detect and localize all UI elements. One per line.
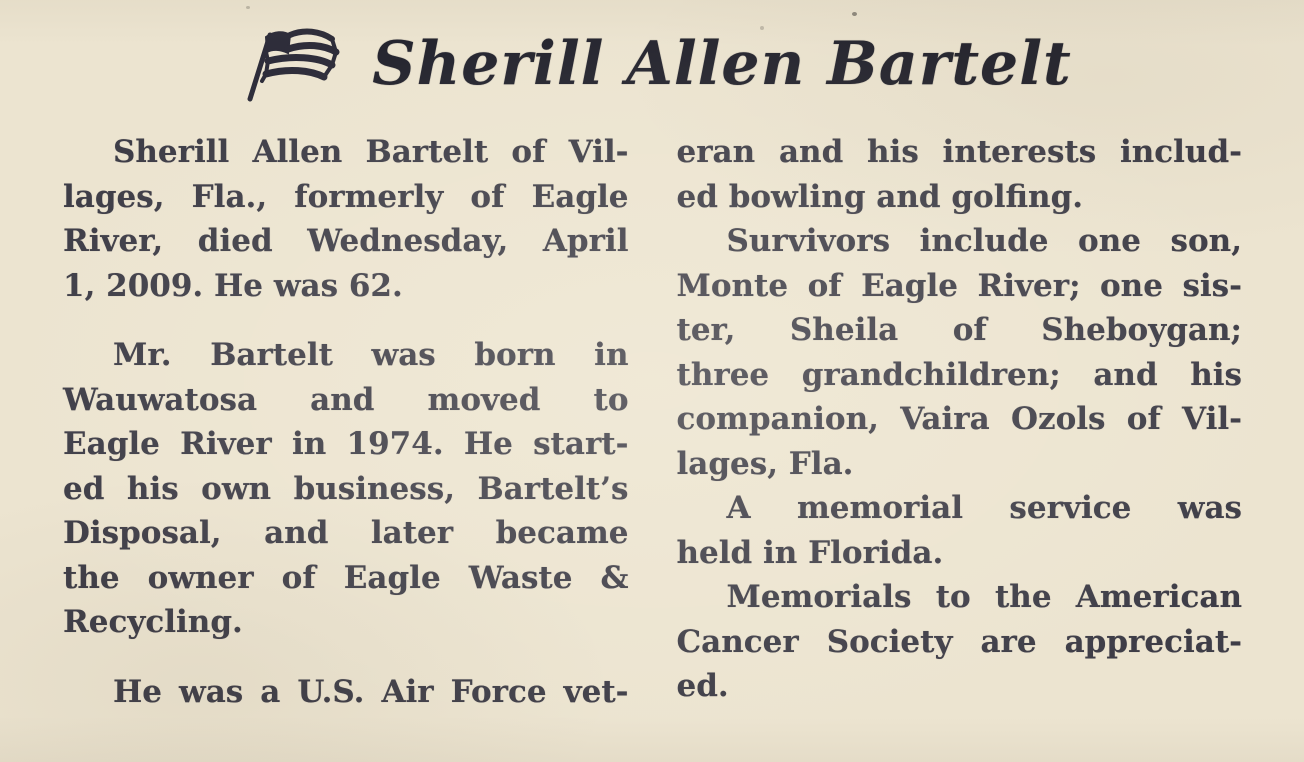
text-line: Mr. Bartelt was born in xyxy=(113,337,629,373)
text-line: ter, Sheila of Sheboygan; xyxy=(676,312,1242,348)
text-line: Wauwatosa and moved to xyxy=(63,381,629,418)
text-line: Disposal, and later became xyxy=(63,515,629,551)
text-line: lages, Fla. xyxy=(676,445,854,482)
text-line: Memorials to the American xyxy=(726,579,1242,615)
text-line: Cancer Society are appreciat- xyxy=(676,623,1242,660)
obituary-title: Sherill Allen Bartelt xyxy=(372,29,1072,99)
text-line: companion, Vaira Ozols of Vil- xyxy=(676,401,1242,437)
text-line: the owner of Eagle Waste & xyxy=(63,559,629,596)
text-line: eran and his interests includ- xyxy=(676,134,1242,170)
text-line: lages, Fla., formerly of Eagle xyxy=(63,178,629,215)
paragraph xyxy=(677,575,1243,709)
text-line: Survivors include one son, xyxy=(726,223,1242,259)
paragraph xyxy=(677,219,1243,486)
paragraph xyxy=(63,130,629,308)
text-line: Sherill Allen Bartelt of Vil- xyxy=(113,134,629,170)
text-column-right xyxy=(677,130,1243,714)
us-flag-icon xyxy=(232,19,344,103)
obituary-body xyxy=(0,114,1304,714)
text-line: ed bowling and golfing. xyxy=(676,178,1084,215)
text-line: Recycling. xyxy=(63,604,243,640)
paper-speck xyxy=(246,6,250,9)
text-line: Monte of Eagle River; one sis- xyxy=(676,267,1242,304)
text-line: 1, 2009. He was 62. xyxy=(63,267,403,304)
text-line: ed. xyxy=(676,668,729,704)
text-line: Eagle River in 1974. He start- xyxy=(63,426,629,462)
text-line: three grandchildren; and his xyxy=(676,356,1242,393)
text-line: ed his own business, Bartelt’s xyxy=(63,470,629,507)
paragraph xyxy=(63,333,629,645)
text-line: held in Florida. xyxy=(676,534,944,571)
paragraph xyxy=(63,670,629,715)
text-line: River, died Wednesday, April xyxy=(63,223,629,259)
paper-speck xyxy=(760,26,764,30)
obituary-header xyxy=(0,0,1304,114)
paper-speck xyxy=(852,12,857,16)
text-line: A memorial service was xyxy=(726,490,1242,526)
paragraph xyxy=(677,130,1243,219)
text-line: He was a U.S. Air Force vet- xyxy=(113,673,629,710)
paragraph xyxy=(677,486,1243,575)
text-column-left xyxy=(63,130,629,714)
